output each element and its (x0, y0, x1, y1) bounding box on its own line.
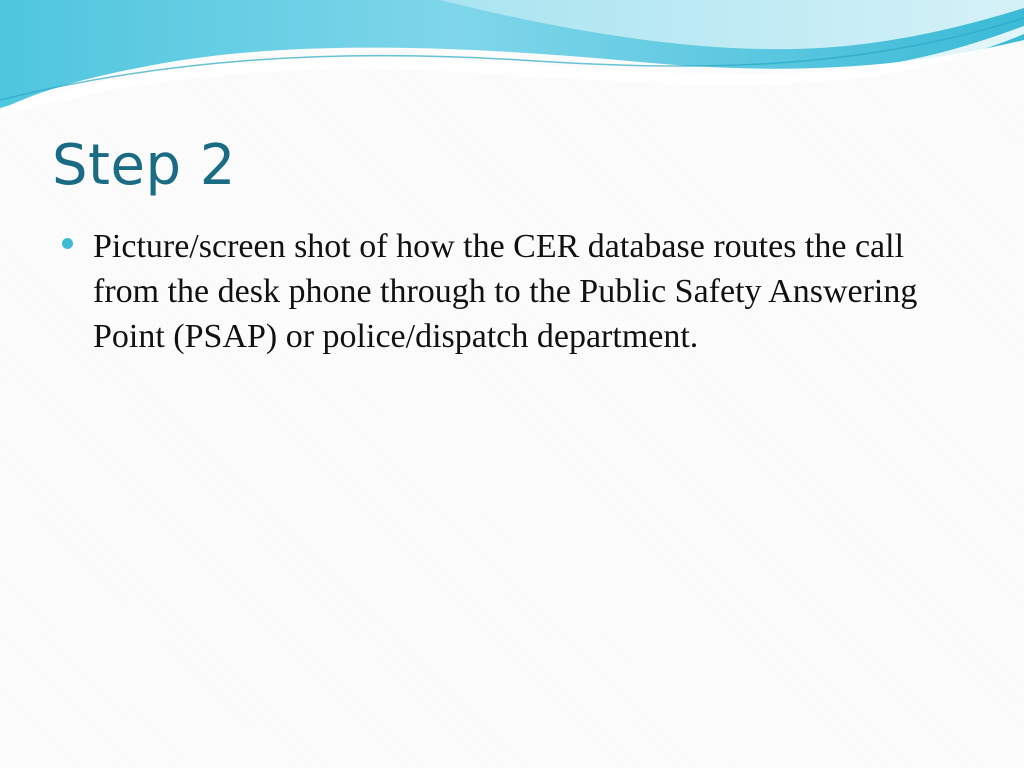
slide-title: Step 2 (52, 133, 236, 198)
bullet-dot-icon (62, 238, 73, 249)
header-wave-decoration (0, 0, 1024, 120)
slide-body (62, 224, 942, 359)
bullet-item (62, 224, 942, 359)
bullet-text: Picture/screen shot of how the CER database routes the call from the desk phone through to the Public Safety Answering Point (PSAP) or police/dispatch department. (93, 228, 918, 355)
